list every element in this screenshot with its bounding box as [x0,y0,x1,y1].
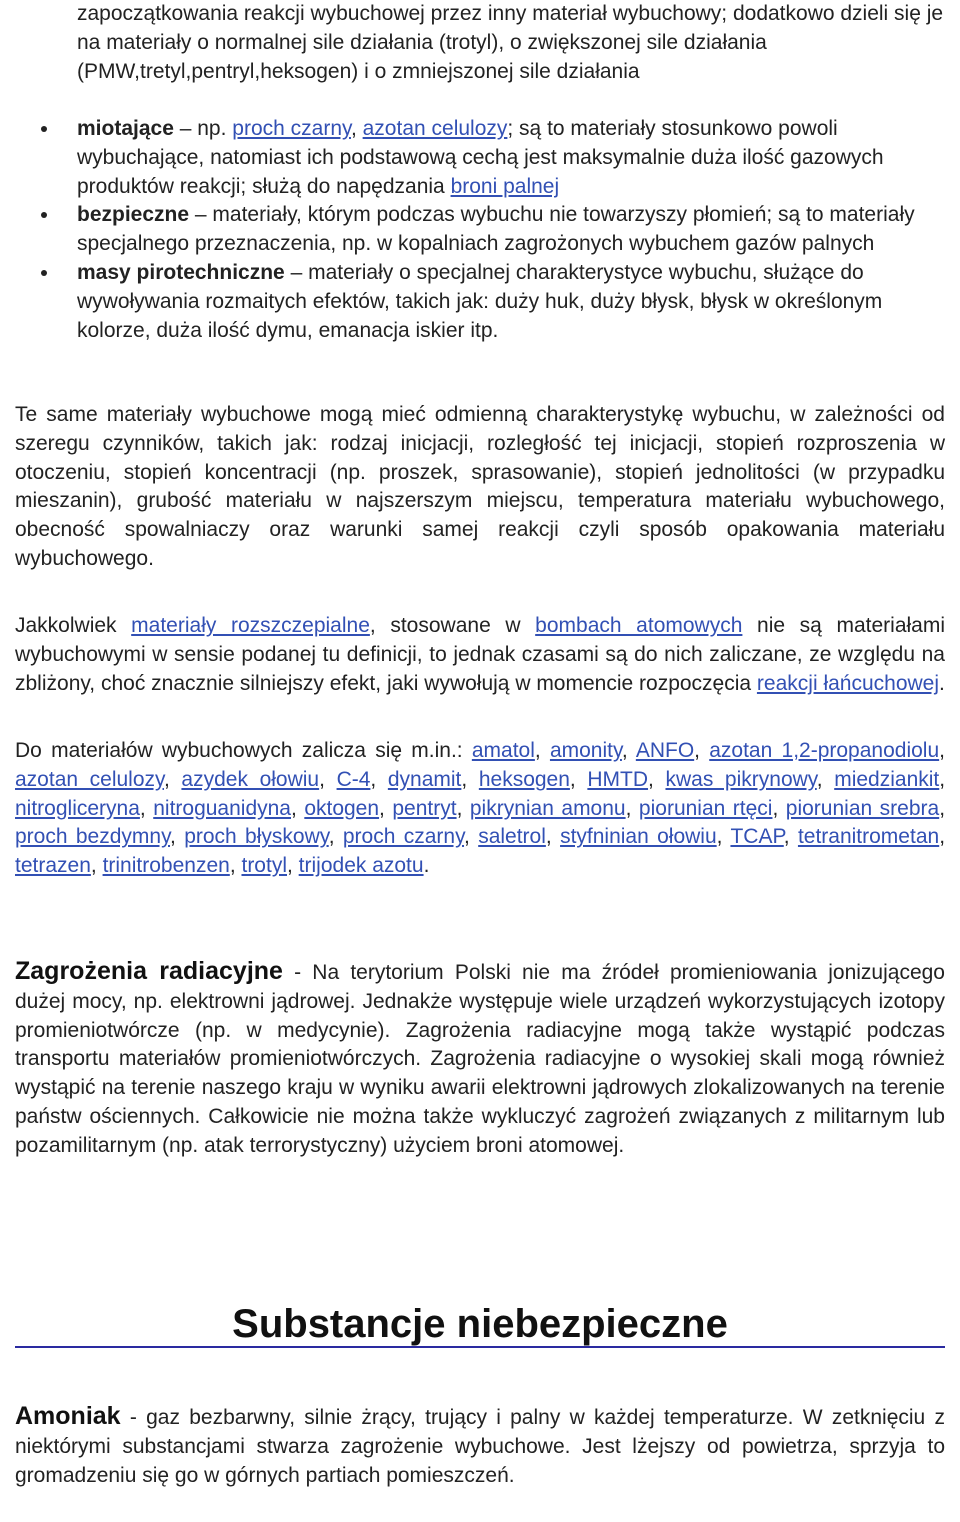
explosive-link[interactable]: azotan 1,2-propanodiolu [709,739,940,762]
text-span: , [783,825,798,849]
text-span: , [379,796,393,820]
explosive-link[interactable]: azotan celulozy [15,767,164,791]
explosive-link[interactable]: pentryt [392,796,457,820]
explosive-link[interactable]: C-4 [336,767,371,791]
explosive-link[interactable]: nitrogliceryna [15,796,140,820]
text-span: , [170,825,185,849]
explosive-link[interactable]: pikrynian amonu [469,796,626,820]
paragraph-fissile [15,612,945,698]
link-broni-palnej[interactable]: broni palnej [450,174,560,198]
explosive-link[interactable]: dynamit [387,767,462,791]
explosive-link[interactable]: saletrol [478,825,546,849]
bullet-icon [41,212,47,218]
explosive-link[interactable]: heksogen [478,767,570,791]
explosive-link[interactable]: HMTD [587,767,649,791]
explosive-link[interactable]: kwas pikrynowy [665,767,817,791]
text-span: ; są to materiały stosunkowo powoli wybuchające, natomiast ich podstawową cechą jest maksymalnie duża ilość gazowych produktów reakcji; służą do napędzania [77,117,884,198]
bullet-icon [41,270,47,276]
explosive-link[interactable]: tetrazen [15,854,91,878]
explosive-link[interactable]: nitroguanidyna [153,796,291,820]
text-span: , [534,739,550,762]
explosive-link[interactable]: proch bezdymny [15,825,171,849]
list-item [15,259,945,345]
text-span: , [461,767,479,791]
paragraph-characteristics: Te same materiały wybuchowe mogą mieć odmienną charakterystykę wybuchu, w zależności od szeregu czynników, takich jak: rodzaj inicjacji, rozległość tej inicjacji, stopień rozproszenia w otoczeniu, stopień koncentracji (np. proszek, sprasowanie), stopień jednolitości (w przypadku mieszanin), grubość materiału w najszerszym miejscu, temperatura materiału wybuchowego, obecność spowalniaczy oraz warunki samej reakcji czyli sposób opakowania materiału wybuchowego. [15,403,945,570]
link-materialy-rozszczepialne[interactable]: materiały rozszczepialne [131,614,370,637]
text-span: , [319,767,337,791]
text-span: Jakkolwiek [15,614,132,637]
list-item [15,201,945,259]
text-span: , [816,767,835,791]
explosive-link[interactable]: piorunian rtęci [638,796,773,820]
radiation-heading: Zagrożenia radiacyjne [15,957,283,985]
paragraph-explosives-list [15,737,945,881]
explosive-link[interactable]: oktogen [304,796,380,820]
intro-paragraph: zapoczątkowania reakcji wybuchowej przez inny materiał wybuchowy; dodatkowo dzieli się je na materiały o normalnej sile działania (trotyl), o zwiększonej sile działania (PMW,tretyl,pentryl,heksogen) i o zmniejszonej sile działania [77,2,944,83]
explosive-link[interactable]: tetranitrometan [797,825,940,849]
explosive-link[interactable]: amonity [549,739,622,762]
text-span: , [90,854,103,878]
text-span: , [370,767,388,791]
text-span: , [291,796,305,820]
text-span: , [625,796,639,820]
list-item [15,115,945,201]
explosive-link[interactable]: miedziankit [834,767,940,791]
explosive-link[interactable]: proch czarny [342,825,465,849]
explosive-link[interactable]: trotyl [241,854,287,878]
text-span: nie są materiałami wybuchowymi w sensie podanej tu definicji, to jednak czasami są do nich zaliczane, ze względu na zbliżony, choć znacznie silniejszy efekt, jaki wywołują w momencie rozpoczęcia [15,614,946,695]
text-span: – np. [173,117,233,140]
text-span: , [464,825,479,849]
term-masy-pirotechniczne: masy pirotechniczne [77,260,285,284]
explosive-link[interactable]: proch błyskowy [184,825,329,849]
explosive-link[interactable]: azydek ołowiu [181,767,320,791]
text-span: , [328,825,343,849]
link-bombach-atomowych[interactable]: bombach atomowych [535,614,743,637]
text-span: - gaz bezbarwny, silnie żrący, trujący i palny w każdej temperaturze. W zetknięciu z niektórymi substancjami stwarza zagrożenie wybuchowe. Jest lżejszy od powietrza, sprzyja to gromadzeniu się go w górnych partiach pomieszczeń. [15,1406,945,1487]
text-span: , [287,854,299,878]
explosive-link[interactable]: styfninian ołowiu [560,825,717,849]
text-span: , [939,825,946,849]
explosive-link[interactable]: TCAP [730,825,784,849]
text-span: , [772,796,786,820]
section-title: Substancje niebezpieczne [232,1302,728,1346]
paragraph-ammonia [15,1402,945,1490]
link-proch-czarny[interactable]: proch czarny [232,117,351,140]
text-span: , [939,796,946,820]
explosive-types-list [15,115,945,345]
text-span: . [939,671,945,695]
link-azotan-celulozy[interactable]: azotan celulozy [362,117,508,140]
text-span: , [939,739,945,762]
text-span: . [423,854,430,878]
term-miotajace: miotające [77,117,174,140]
text-span: , stosowane w [369,614,536,637]
explosive-link[interactable]: ANFO [635,739,695,762]
text-span: , [648,767,666,791]
paragraph-radiation [15,957,945,1161]
text-span: , [621,739,636,762]
text-span: , [229,854,242,878]
text-span: - Na terytorium Polski nie ma źródeł promieniowania jonizującego dużej mocy, np. elektrowni jądrowej. Jednakże występuje wiele urządzeń wykorzystujących izotopy promieniotwórcze (np. w medycynie). Zagrożenia radiacyjne mogą także wystąpić podczas transportu materiałów promieniotwórczych. Zagrożenia radiacyjne o wysokiej skali mogą również wystąpić na terenie naszego kraju w wyniku awarii elektrowni jądrowych zlokalizowanych na terenie państw ościennych. Całkowicie nie można także wykluczyć zagrożeń związanych z militarnym lub pozamilitarnym (np. atak terrorystyczny) użyciem broni atomowej. [15,961,945,1157]
text-span: , [545,825,561,849]
text-span: – materiały, którym podczas wybuchu nie towarzyszy płomień; są to materiały specjalnego przeznaczenia, np. w kopalniach zagrożonych wybuchem gazów palnych [77,203,915,256]
text-span: , [163,767,182,791]
bullet-icon [41,126,47,132]
link-reakcji-lancuchowej[interactable]: reakcji łańcuchowej [756,671,940,695]
explosive-link[interactable]: trijodek azotu [298,854,424,878]
text-span: , [694,739,710,762]
explosive-link[interactable]: piorunian srebra [785,796,940,820]
section-divider [15,1346,945,1348]
text-span: , [716,825,731,849]
text-span: , [350,117,363,140]
text-span: , [939,767,946,791]
text-span: , [456,796,470,820]
text-span: , [569,767,588,791]
text-span: Do materiałów wybuchowych zalicza się m.in.: [15,739,472,762]
text-span: – materiały o specjalnej charakterystyce wybuchu, służące do wywoływania rozmaitych efektów, takich jak: duży huk, duży błysk, błysk w określonym kolorze, duża ilość dymu, emanacja iskier itp. [77,260,883,342]
text-span: , [139,796,154,820]
explosive-link[interactable]: amatol [471,739,535,762]
ammonia-heading: Amoniak [15,1402,121,1430]
term-bezpieczne: bezpieczne [77,203,190,227]
explosive-link[interactable]: trinitrobenzen [102,854,230,878]
